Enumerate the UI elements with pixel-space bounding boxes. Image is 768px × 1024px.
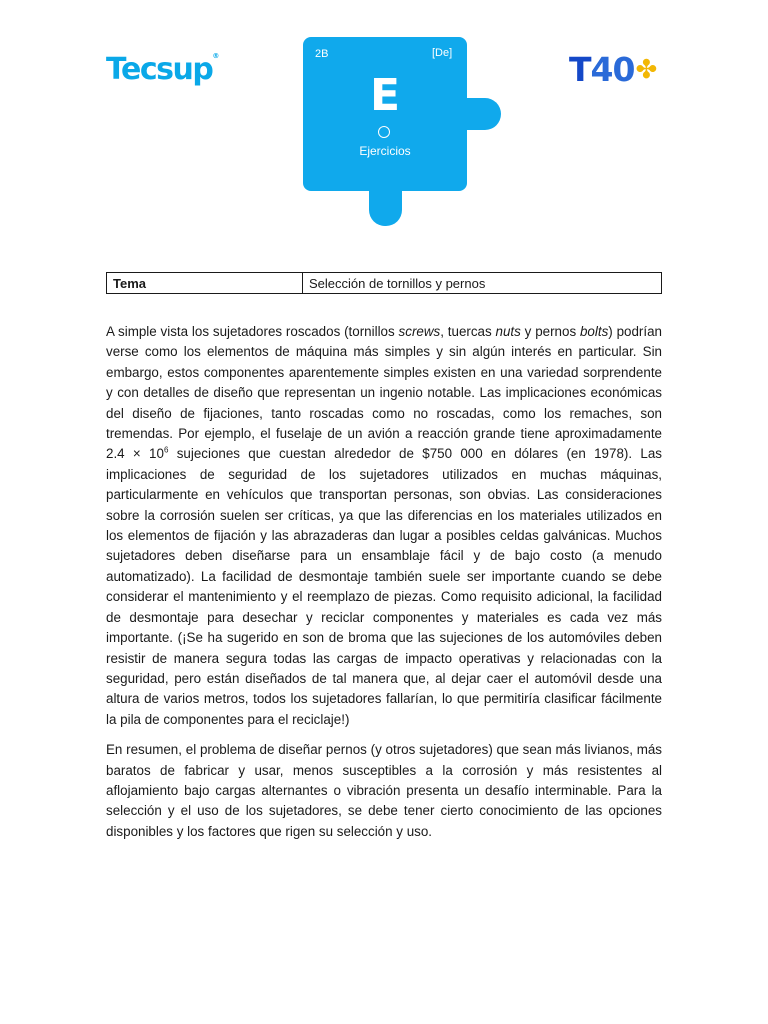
paragraph [106,740,662,842]
topic-label: Tema [107,273,303,294]
text-run: En resumen, el problema de diseñar pernos (y otros sujetadores) que sean más livianos, más baratos de fabricar y usar, menos susceptibles a la corrosión y más resistentes al aflojamiento bajo cargas alternantes o vibración presenta un desafío interminable. Para la selección y el uso de los sujetadores, se debe tener cierto conocimiento de las opciones disponibles y los factores que rigen su selección y uso. [106,742,662,839]
tecsup-logo-text: Tecsup [106,52,213,87]
topic-value: Selección de tornillos y pernos [303,273,662,294]
text-run: sujeciones que cuestan alrededor de $750 000 en dólares (en 1978). Las implicaciones de seguridad de los sujetadores utilizados en muchas máquinas, particularmente en vehículos que transportan personas, son obvias. Las consideraciones sobre la corrosión suelen ser críticas, ya que las diferencias en los materiales utilizados en los elementos de fijación y las abrazaderas dan lugar a posibles celdas galvánicas. Muchos sujetadores deben diseñarse para un ensamblaje fácil y de bajo costo (a menudo automatizado). La facilidad de desmontaje también suele ser importante cuando se debe considerar el mantenimiento y el reemplazo de piezas. Como requisito adicional, la facilidad de desmontaje para desechar y reciclar componentes y materiales es cada vez más importante. (¡Se ha sugerido en son de broma que las sujeciones de los automóviles deben resistir de manera segura todas las cargas de impacto operativas y relacionadas con la seguridad, pero están diseñados de tal manera que, al dejar caer el automóvil desde una altura de varios metros, todos los sujetadores fallarían, lo que permitiría clasificar fácilmente la pila de componentes para el reciclaje!) [106,446,662,727]
circle-icon [378,126,390,138]
tecsup-logo [106,52,219,87]
text-run: A simple vista los sujetadores roscados (tornillos [106,324,399,339]
italic-term: screws [398,324,441,339]
text-run: ) podrían verse como los elementos de máquina más simples y sin algún interés en particular. Sin embargo, estos componentes aparentemente simples existen en una variedad sorprendente y con detalles de diseño que representan un ingenio notable. Las implicaciones económicas del diseño de fijaciones, tanto roscadas como no roscadas, como los remaches, son tremendas. Por ejemplo, el fuselaje de un avión a reacción grande tiene aproximadamente 2.4 × 10 [106,324,662,462]
tile-symbol: E [369,70,401,121]
paragraph [106,322,662,730]
tile-number: 2B [315,48,329,60]
topic-row [107,273,662,294]
text-run: , tuercas [440,324,496,339]
t40-logo [569,50,656,89]
t40-logo-t: T [569,50,591,89]
superscript: 6 [163,445,169,455]
topic-table [106,272,662,294]
t40-logo-number: 40 [590,50,635,89]
italic-term: nuts [495,324,521,339]
italic-term: bolts [579,324,609,339]
body-text [106,322,662,852]
plus-icon: ✤ [635,54,657,85]
text-run: y pernos [520,324,580,339]
tile-name: Ejercicios [359,144,411,158]
tile-state: [De] [432,47,453,59]
registered-mark: ® [212,52,220,60]
